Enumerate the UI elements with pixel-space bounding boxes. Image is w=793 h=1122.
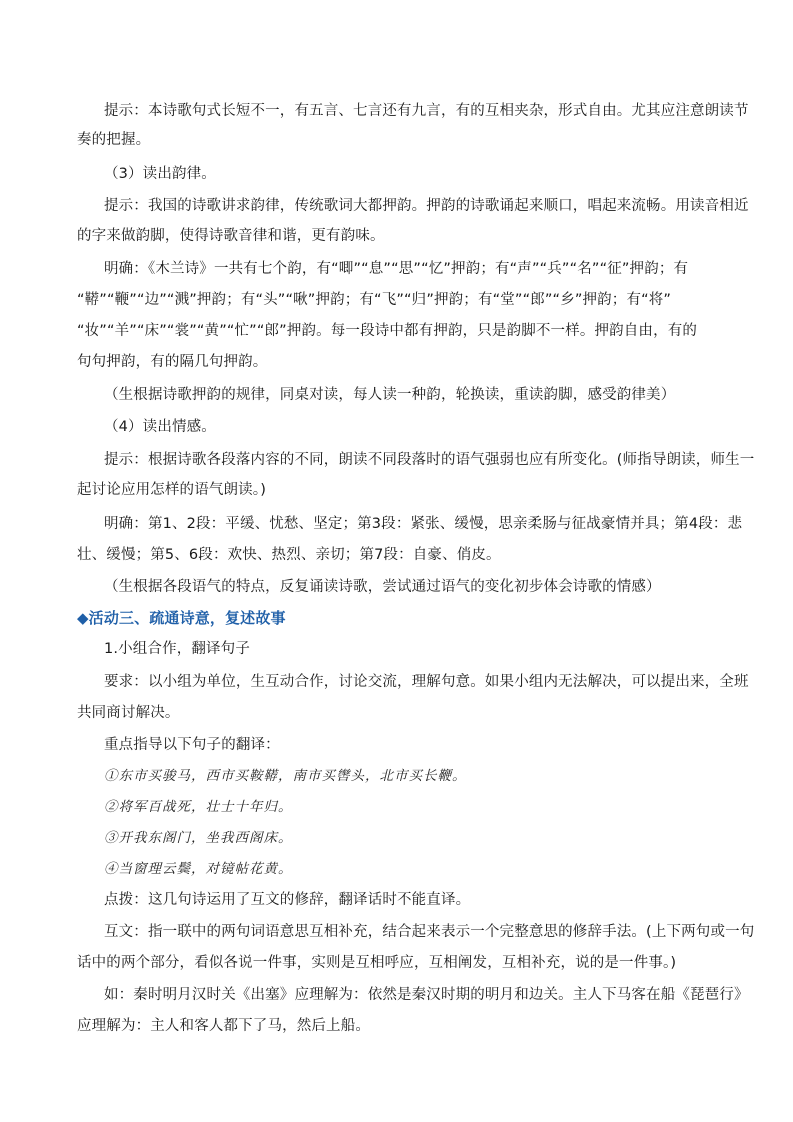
paragraph-requirement-cont: 共同商讨解决。 xyxy=(77,705,180,721)
paragraph-tip-rhythm-cont: 奏的把握。 xyxy=(77,132,151,148)
paragraph-tip-rhythm: 提示：本诗歌句式长短不一，有五言、七言还有九言，有的互相夹杂，形式自由。尤其应注意朗读节 xyxy=(104,103,749,119)
subheading-read-emotion: （4）读出情感。 xyxy=(104,419,216,435)
paragraph-tip-emotion-cont: 起讨论应用怎样的语气朗读。) xyxy=(77,482,267,498)
paragraph-clarify-rhyme-2: “鞯”“鞭”“边”“溅”押韵；有“头”“啾”押韵；有“飞”“归”押韵；有“堂”“郎”“乡”押韵；有“将” xyxy=(77,292,672,308)
subheading-group-work: 1.小组合作，翻译句子 xyxy=(104,641,250,657)
poem-line-3: ③开我东阁门，坐我西阁床。 xyxy=(104,830,293,846)
paragraph-example-cont: 应理解为：主人和客人都下了马，然后上船。 xyxy=(77,1018,370,1034)
paragraph-pointer: 点拨：这几句诗运用了互文的修辞，翻译话时不能直译。 xyxy=(104,892,471,908)
paragraph-requirement: 要求：以小组为单位，生互动合作，讨论交流，理解句意。如果小组内无法解决，可以提出来，全班 xyxy=(104,674,749,690)
poem-line-4: ④当窗理云鬓，对镜帖花黄。 xyxy=(104,861,293,877)
poem-line-2: ②将军百战死，壮士十年归。 xyxy=(104,799,293,815)
paragraph-tip-rhyme: 提示：我国的诗歌讲求韵律，传统歌词大都押韵。押韵的诗歌诵起来顺口，唱起来流畅。用读音相近 xyxy=(104,198,749,214)
paragraph-clarify-emotion: 明确：第1、2段：平缓、忧愁、坚定；第3段：紧张、缓慢，思亲柔肠与征战豪情并具；第4段：悲 xyxy=(104,516,743,532)
subheading-read-rhyme: （3）读出韵律。 xyxy=(104,166,216,182)
paragraph-clarify-rhyme-4: 句句押韵，有的隔几句押韵。 xyxy=(77,354,268,370)
section-heading-activity-3: ◆活动三、疏通诗意，复述故事 xyxy=(77,609,286,627)
paragraph-huwen-definition-cont: 话中的两个部分，看似各说一件事，实则是互相呼应，互相阐发，互相补充，说的是一件事。) xyxy=(77,955,677,971)
paragraph-student-rhyme: （生根据诗歌押韵的规律，同桌对读，每人读一种韵，轮换读，重读韵脚，感受韵律美） xyxy=(104,387,676,403)
poem-line-1: ①东市买骏马，西市买鞍鞯，南市买辔头，北市买长鞭。 xyxy=(104,768,467,784)
paragraph-clarify-rhyme-3: “妆”“羊”“床”“裳”“黄”“忙”“郎”押韵。每一段诗中都有押韵，只是韵脚不一样。押韵自由，有的 xyxy=(77,323,698,339)
paragraph-example: 如：秦时明月汉时关《出塞》应理解为：依然是秦汉时期的明月和边关。主人下马客在船《琵琶行》 xyxy=(104,987,749,1003)
paragraph-huwen-definition: 互文：指一联中的两句词语意思互相补充，结合起来表示一个完整意思的修辞手法。(上下两句或一句 xyxy=(104,924,755,940)
paragraph-tip-emotion: 提示：根据诗歌各段落内容的不同，朗读不同段落时的语气强弱也应有所变化。(师指导朗读，师生一 xyxy=(104,452,755,468)
paragraph-student-emotion: （生根据各段语气的特点，反复诵读诗歌，尝试通过语气的变化初步体会诗歌的情感） xyxy=(104,579,661,595)
paragraph-tip-rhyme-cont: 的字来做韵脚，使得诗歌音律和谐，更有韵味。 xyxy=(77,228,385,244)
paragraph-clarify-rhyme: 明确：《木兰诗》一共有七个韵，有“唧”“息”“思”“忆”押韵；有“声”“兵”“名”“征”押韵；有 xyxy=(104,261,689,277)
paragraph-clarify-emotion-cont: 壮、缓慢；第5、6段：欢快、热烈、亲切；第7段：自豪、俏皮。 xyxy=(77,547,501,563)
paragraph-key-guidance: 重点指导以下句子的翻译： xyxy=(104,737,280,753)
